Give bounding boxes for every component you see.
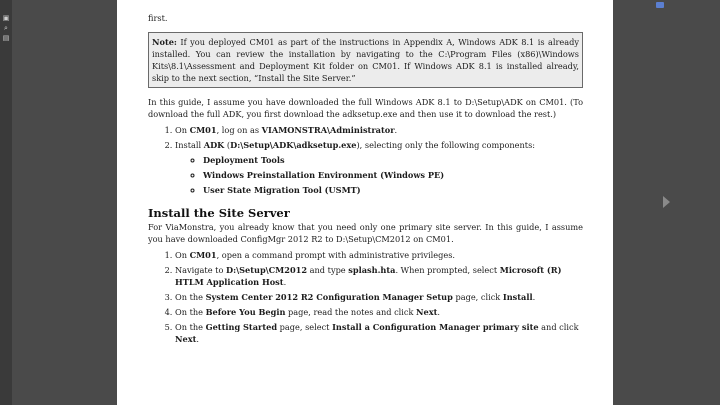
step-bold: ADK	[203, 140, 225, 150]
thumbnails-icon[interactable]: ▣	[2, 14, 10, 22]
note-label: Note:	[152, 37, 177, 47]
list-item	[175, 139, 583, 196]
intro-paragraph: In this guide, I assume you have downloaded the full Windows ADK 8.1 to D:\Setup\ADK on CM01. (To download the full ADK, you first download the adksetup.exe and then use it to download the rest.)	[148, 97, 583, 119]
step-text: page, read the notes and click	[285, 307, 417, 317]
list-item	[175, 249, 583, 261]
viewer-left-rail	[0, 0, 12, 405]
step-bold: Install a Configuration Manager primary site	[332, 322, 539, 332]
list-item	[175, 291, 583, 303]
step-text: On	[175, 125, 190, 135]
continued-text: first.	[148, 13, 168, 23]
note-text: If you deployed CM01 as part of the instructions in Appendix A, Windows ADK 8.1 is already installed. You can review the installation by navigating to the C:\Program Files (x86)\Windows Kits\8.1\Assessment and Deployment Kit folder on CM01. If Windows ADK 8.1 is installed already, skip to the next section, “Install the Site Server.”	[152, 37, 579, 83]
step-text: , log on as	[216, 125, 262, 135]
list-item	[175, 124, 583, 136]
step-text: On	[175, 250, 190, 260]
step-text: .	[437, 307, 441, 317]
step-text: , open a command prompt with administrative privileges.	[216, 250, 456, 260]
step-bold: VIAMONSTRA\Administrator	[261, 125, 395, 135]
list-item	[175, 264, 583, 288]
step-text: page, click	[452, 292, 503, 302]
step-text: page, select	[277, 322, 333, 332]
step-bold: D:\Setup\ADK\adksetup.exe	[230, 140, 357, 150]
step-text: Install	[175, 140, 204, 150]
component-item: ◦ User State Migration Tool (USMT)	[203, 184, 583, 196]
components-list	[175, 154, 583, 196]
step-bold: Next	[416, 307, 438, 317]
step-bold: Getting Started	[205, 322, 278, 332]
list-item	[175, 306, 583, 318]
step-bold: Microsoft (R) HTLM Application Host	[175, 265, 562, 287]
step-text: On the	[175, 292, 206, 302]
document-page	[117, 0, 613, 405]
component-item: ◦ Deployment Tools	[203, 154, 583, 166]
section-heading: Install the Site Server	[148, 206, 290, 220]
next-page-arrow-icon[interactable]	[663, 196, 670, 208]
step-text: ), selecting only the following components:	[356, 140, 536, 150]
step-text: .	[532, 292, 536, 302]
step-bold: CM01	[189, 125, 217, 135]
component-item: ◦ Windows Preinstallation Environment (Windows PE)	[203, 169, 583, 181]
search-icon[interactable]: ⌕	[4, 24, 8, 32]
step-bold: CM01	[189, 250, 217, 260]
step-text: .	[394, 125, 398, 135]
document-icon[interactable]: ▤	[2, 34, 10, 42]
step-text: .	[283, 277, 287, 287]
adk-steps-list	[148, 124, 583, 196]
step-bold: splash.hta	[348, 265, 396, 275]
step-text: .	[196, 334, 199, 344]
step-text: . When prompted, select	[395, 265, 500, 275]
step-text: (	[224, 140, 231, 150]
step-bold: Next	[175, 334, 197, 344]
step-text: and click	[538, 322, 579, 332]
section-paragraph: For ViaMonstra, you already know that you need only one primary site server. In this guide, I assume you have downloaded ConfigMgr 2012 R2 to D:\Setup\CM2012 on CM01.	[148, 222, 583, 244]
page-layout-icon[interactable]	[656, 2, 664, 8]
step-text: On the	[175, 322, 206, 332]
step-text: and type	[307, 265, 349, 275]
site-server-steps-list	[148, 249, 583, 345]
step-bold: D:\Setup\CM2012	[225, 265, 308, 275]
list-item	[175, 321, 583, 345]
step-text: Navigate to	[175, 265, 226, 275]
step-text: On the	[175, 307, 206, 317]
step-bold: Install	[502, 292, 533, 302]
note-box	[148, 32, 583, 88]
step-bold: Before You Begin	[205, 307, 286, 317]
step-bold: System Center 2012 R2 Configuration Manager Setup	[205, 292, 453, 302]
